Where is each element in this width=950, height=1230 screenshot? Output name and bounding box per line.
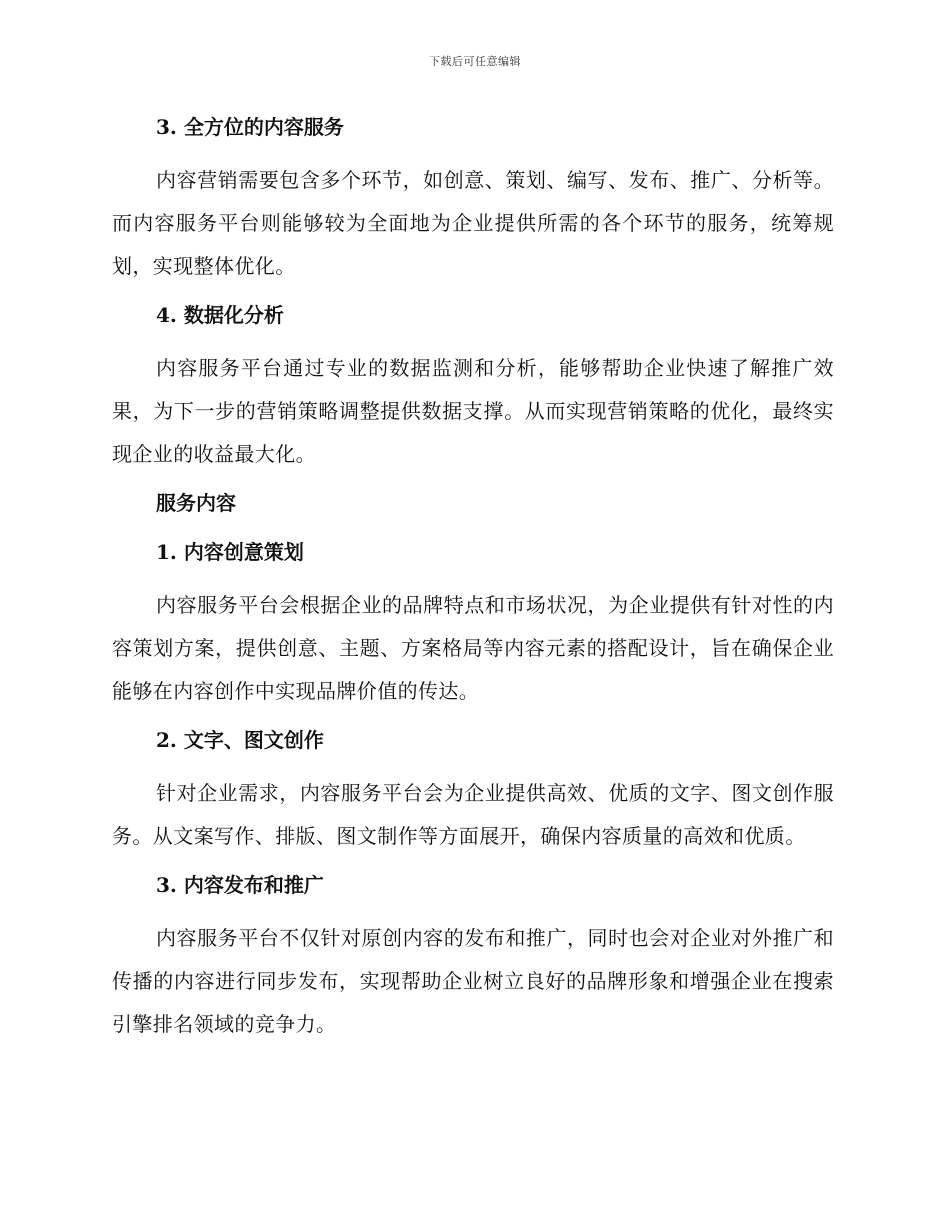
section-paragraph: 内容营销需要包含多个环节，如创意、策划、编写、发布、推广、分析等。而内容服务平台则能够较为全面地为企业提供所需的各个环节的服务，统筹规划，实现整体优化。 [112, 168, 834, 278]
page-header: 下载后可任意编辑 [429, 55, 521, 68]
service-heading: 3. 内容发布和推广 [156, 873, 324, 897]
section-heading: 3. 全方位的内容服务 [156, 115, 344, 139]
document-body [112, 110, 834, 1056]
section-heading: 4. 数据化分析 [156, 303, 284, 327]
service-heading: 2. 文字、图文创作 [156, 728, 324, 752]
service-paragraph: 内容服务平台不仅针对原创内容的发布和推广，同时也会对企业对外推广和传播的内容进行同步发布，实现帮助企业树立良好的品牌形象和增强企业在搜索引擎排名领域的竞争力。 [112, 926, 834, 1036]
service-title: 服务内容 [156, 491, 236, 515]
service-paragraph: 针对企业需求，内容服务平台会为企业提供高效、优质的文字、图文创作服务。从文案写作、排版、图文制作等方面展开，确保内容质量的高效和优质。 [112, 781, 834, 848]
service-paragraph: 内容服务平台会根据企业的品牌特点和市场状况，为企业提供有针对性的内容策划方案，提供创意、主题、方案格局等内容元素的搭配设计，旨在确保企业能够在内容创作中实现品牌价值的传达。 [112, 593, 834, 703]
section-paragraph: 内容服务平台通过专业的数据监测和分析，能够帮助企业快速了解推广效果，为下一步的营销策略调整提供数据支撑。从而实现营销策略的优化，最终实现企业的收益最大化。 [112, 356, 834, 466]
service-heading: 1. 内容创意策划 [156, 540, 304, 564]
